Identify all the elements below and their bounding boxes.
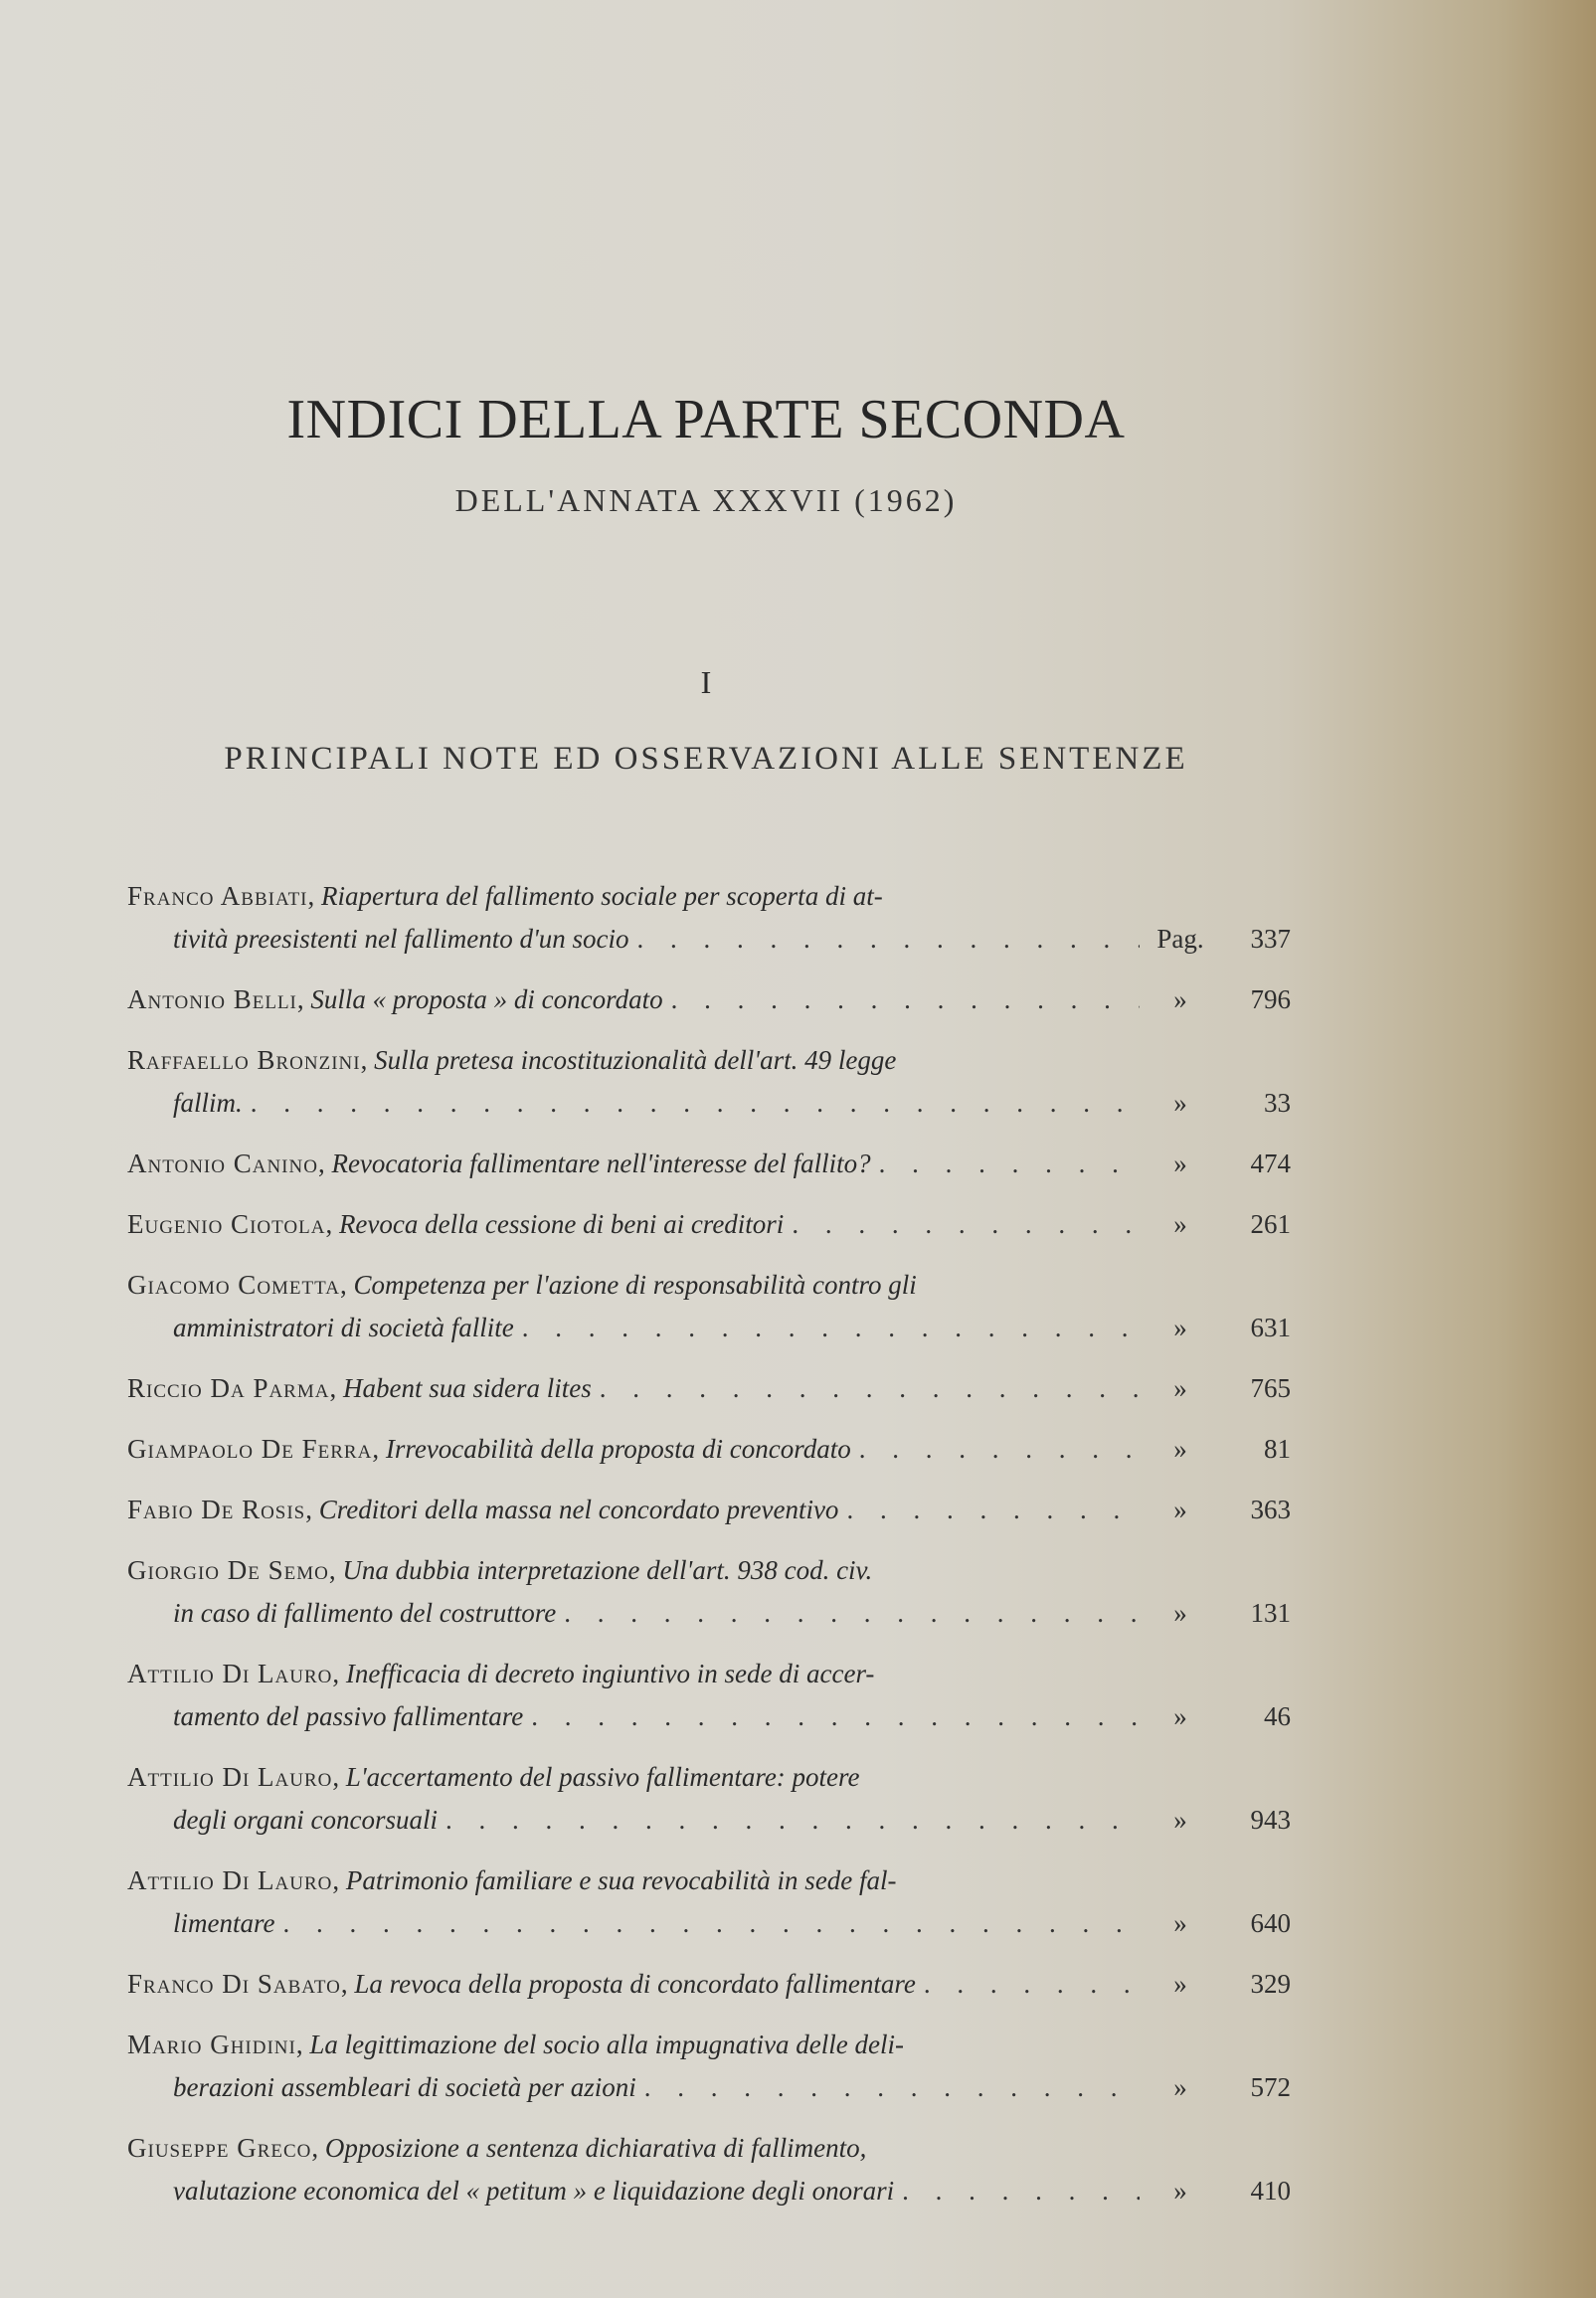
dot-leader: [274, 1902, 1140, 1945]
entry-page-label: »: [1173, 2072, 1187, 2102]
entry-author: Riccio Da Parma: [127, 1373, 330, 1403]
dot-leader: [556, 1592, 1140, 1635]
entry-page-label: Pag.: [1156, 924, 1204, 954]
entry-title: Sulla pretesa incostituzionalità dell'art. 49 legge: [374, 1045, 897, 1075]
dot-leader: [628, 918, 1140, 961]
index-entry: [127, 2024, 1291, 2109]
dot-leader: [851, 1428, 1140, 1471]
entry-page-number: 81: [1264, 1434, 1291, 1464]
entry-separator: ,: [360, 1045, 375, 1075]
dot-leader: [916, 1963, 1140, 2006]
dot-leader: [636, 2066, 1140, 2109]
index-entry: [127, 1203, 1291, 1246]
entry-separator: ,: [307, 881, 322, 911]
entry-line-continuation: [127, 2066, 1291, 2109]
entry-page-ref: [1140, 1307, 1291, 1349]
entry-page-ref: [1140, 1902, 1291, 1945]
entry-page-number: 363: [1250, 1495, 1291, 1524]
entry-line-first: [127, 1963, 1291, 2006]
entry-author: Giuseppe Greco: [127, 2133, 312, 2163]
entry-title-continuation: limentare: [173, 1908, 275, 1938]
entry-line-continuation: [127, 1695, 1291, 1738]
entry-page-label: »: [1173, 1434, 1187, 1464]
entry-page-number: 796: [1250, 984, 1291, 1014]
entry-separator: ,: [305, 1495, 319, 1524]
entry-title: Habent sua sidera lites: [342, 1373, 592, 1403]
entry-title-continuation: berazioni assembleari di società per azioni: [173, 2072, 636, 2102]
entry-separator: ,: [340, 1969, 355, 1999]
entry-title: Competenza per l'azione di responsabilità contro gli: [353, 1270, 917, 1300]
entry-line-continuation: [127, 1307, 1291, 1349]
entry-line-first: [127, 1264, 1291, 1307]
entry-page-label: »: [1173, 1373, 1187, 1403]
entry-page-label: »: [1173, 2176, 1187, 2206]
entry-page-number: 765: [1250, 1373, 1291, 1403]
entry-line-continuation: [127, 2170, 1291, 2212]
entry-page-number: 943: [1250, 1805, 1291, 1835]
entry-page-ref: [1140, 1799, 1291, 1842]
entry-title: Creditori della massa nel concordato preventivo: [318, 1495, 839, 1524]
index-entry: [127, 1428, 1291, 1471]
entry-page-ref: [1140, 1695, 1291, 1738]
entry-separator: ,: [295, 2030, 310, 2059]
page-title: INDICI DELLA PARTE SECONDA: [286, 389, 1126, 450]
entry-line-continuation: [127, 1799, 1291, 1842]
entry-page-ref: [1140, 918, 1291, 961]
entry-title-continuation: tamento del passivo fallimentare: [173, 1701, 524, 1731]
entry-page-label: »: [1173, 1088, 1187, 1118]
entry-line-first: [127, 1756, 1291, 1799]
entry-title: La revoca della proposta di concordato fallimentare: [354, 1969, 916, 1999]
dot-leader: [592, 1367, 1140, 1410]
entry-page-number: 337: [1250, 924, 1291, 954]
entry-title-continuation: in caso di fallimento del costruttore: [173, 1598, 557, 1628]
entry-page-ref: [1140, 1143, 1291, 1185]
entry-line-first: [127, 1428, 1291, 1471]
entry-page-ref: [1140, 1428, 1291, 1471]
entry-title-continuation: fallim.: [173, 1088, 243, 1118]
entry-separator: ,: [296, 984, 311, 1014]
entry-separator: ,: [332, 1659, 346, 1688]
entry-line-first: [127, 1489, 1291, 1531]
index-entry: [127, 1859, 1291, 1945]
entry-title: La legittimazione del socio alla impugnativa delle deli-: [309, 2030, 905, 2059]
index-entry: [127, 1264, 1291, 1349]
entry-page-label: »: [1173, 1209, 1187, 1239]
entry-title: Riapertura del fallimento sociale per scoperta di at-: [321, 881, 883, 911]
entry-line-first: [127, 2127, 1291, 2170]
entry-separator: ,: [311, 2133, 325, 2163]
dot-leader: [894, 2170, 1140, 2212]
entry-author: Attilio Di Lauro: [127, 1865, 333, 1895]
entry-page-ref: [1140, 1082, 1291, 1125]
entry-author: Giacomo Cometta: [127, 1270, 340, 1300]
entry-page-ref: [1140, 1963, 1291, 2006]
entry-separator: ,: [317, 1149, 332, 1178]
entry-page-ref: [1140, 1592, 1291, 1635]
entry-title-continuation: valutazione economica del « petitum » e liquidazione degli onorari: [173, 2176, 895, 2206]
entry-author: Giorgio De Semo: [127, 1555, 329, 1585]
entry-page-ref: [1140, 1367, 1291, 1410]
entry-title: Revoca della cessione di beni ai creditori: [338, 1209, 785, 1239]
dot-leader: [838, 1489, 1140, 1531]
entry-author: Giampaolo De Ferra: [127, 1434, 373, 1464]
entry-separator: ,: [332, 1865, 346, 1895]
entry-author: Antonio Belli: [127, 984, 297, 1014]
entry-title: Irrevocabilità della proposta di concordato: [385, 1434, 851, 1464]
entry-page-number: 474: [1250, 1149, 1291, 1178]
entry-author: Raffaello Bronzini: [127, 1045, 361, 1075]
entry-page-label: »: [1173, 1969, 1187, 1999]
index-entry: [127, 1367, 1291, 1410]
entry-author: Eugenio Ciotola: [127, 1209, 326, 1239]
entry-page-ref: [1140, 2066, 1291, 2109]
entry-page-ref: [1140, 2170, 1291, 2212]
entry-page-label: »: [1173, 1805, 1187, 1835]
entry-page-label: »: [1173, 1908, 1187, 1938]
entry-separator: ,: [325, 1209, 339, 1239]
dot-leader: [871, 1143, 1140, 1185]
index-entry: [127, 978, 1291, 1021]
entry-line-continuation: [127, 918, 1291, 961]
entry-separator: ,: [339, 1270, 354, 1300]
entry-page-label: »: [1173, 1495, 1187, 1524]
section-title: PRINCIPALI NOTE ED OSSERVAZIONI ALLE SENTENZE: [224, 741, 1188, 777]
entry-page-number: 572: [1250, 2072, 1291, 2102]
entry-line-first: [127, 1039, 1291, 1082]
dot-leader: [784, 1203, 1140, 1246]
entry-author: Fabio De Rosis: [127, 1495, 306, 1524]
entry-line-continuation: [127, 1592, 1291, 1635]
entry-line-first: [127, 1859, 1291, 1902]
dot-leader: [438, 1799, 1140, 1842]
entry-title: Una dubbia interpretazione dell'art. 938 cod. civ.: [342, 1555, 873, 1585]
dot-leader: [243, 1082, 1140, 1125]
entry-separator: ,: [328, 1555, 343, 1585]
page-subtitle: DELL'ANNATA XXXVII (1962): [454, 482, 958, 518]
entry-title: Inefficacia di decreto ingiuntivo in sede di accer-: [345, 1659, 875, 1688]
index-entry: [127, 1963, 1291, 2006]
entry-page-ref: [1140, 1203, 1291, 1246]
entry-page-number: 410: [1250, 2176, 1291, 2206]
index-entry: [127, 1039, 1291, 1125]
entry-author: Franco Abbiati: [127, 881, 308, 911]
entry-line-first: [127, 1367, 1291, 1410]
entry-author: Attilio Di Lauro: [127, 1762, 333, 1792]
entry-title-continuation: tività preesistenti nel fallimento d'un socio: [173, 924, 629, 954]
entry-separator: ,: [332, 1762, 346, 1792]
entry-page-number: 329: [1250, 1969, 1291, 1999]
entry-line-first: [127, 978, 1291, 1021]
entry-page-number: 46: [1264, 1701, 1291, 1731]
entry-author: Mario Ghidini: [127, 2030, 296, 2059]
entry-page-ref: [1140, 1489, 1291, 1531]
entry-author: Antonio Canino: [127, 1149, 318, 1178]
entry-page-number: 640: [1250, 1908, 1291, 1938]
entry-title: Opposizione a sentenza dichiarativa di fallimento,: [324, 2133, 867, 2163]
entry-title-continuation: amministratori di società fallite: [173, 1313, 514, 1342]
entry-page-number: 631: [1250, 1313, 1291, 1342]
entry-page-label: »: [1173, 984, 1187, 1014]
index-entry: [127, 1143, 1291, 1185]
dot-leader: [663, 978, 1140, 1021]
index-entry: [127, 2127, 1291, 2212]
entry-author: Franco Di Sabato: [127, 1969, 341, 1999]
entry-line-first: [127, 1143, 1291, 1185]
entry-page-label: »: [1173, 1313, 1187, 1342]
entry-page-label: »: [1173, 1149, 1187, 1178]
entry-page-number: 261: [1250, 1209, 1291, 1239]
entry-line-continuation: [127, 1082, 1291, 1125]
entry-line-first: [127, 875, 1291, 918]
index-entry: [127, 875, 1291, 961]
entry-title: Patrimonio familiare e sua revocabilità in sede fal-: [345, 1865, 897, 1895]
section-number: I: [700, 664, 712, 700]
index-entries: [127, 875, 1291, 2230]
index-entry: [127, 1549, 1291, 1635]
entry-separator: ,: [372, 1434, 386, 1464]
entry-separator: ,: [329, 1373, 343, 1403]
dot-leader: [523, 1695, 1140, 1738]
entry-title: Revocatoria fallimentare nell'interesse del fallito?: [331, 1149, 871, 1178]
dot-leader: [514, 1307, 1140, 1349]
entry-title-continuation: degli organi concorsuali: [173, 1805, 438, 1835]
entry-line-first: [127, 2024, 1291, 2066]
entry-page-number: 33: [1264, 1088, 1291, 1118]
entry-line-first: [127, 1549, 1291, 1592]
entry-page-label: »: [1173, 1598, 1187, 1628]
entry-page-label: »: [1173, 1701, 1187, 1731]
entry-title: Sulla « proposta » di concordato: [310, 984, 663, 1014]
index-entry: [127, 1653, 1291, 1738]
entry-line-first: [127, 1203, 1291, 1246]
entry-page-ref: [1140, 978, 1291, 1021]
entry-page-number: 131: [1250, 1598, 1291, 1628]
index-entry: [127, 1489, 1291, 1531]
entry-line-first: [127, 1653, 1291, 1695]
entry-line-continuation: [127, 1902, 1291, 1945]
entry-title: L'accertamento del passivo fallimentare: potere: [345, 1762, 860, 1792]
entry-author: Attilio Di Lauro: [127, 1659, 333, 1688]
index-entry: [127, 1756, 1291, 1842]
